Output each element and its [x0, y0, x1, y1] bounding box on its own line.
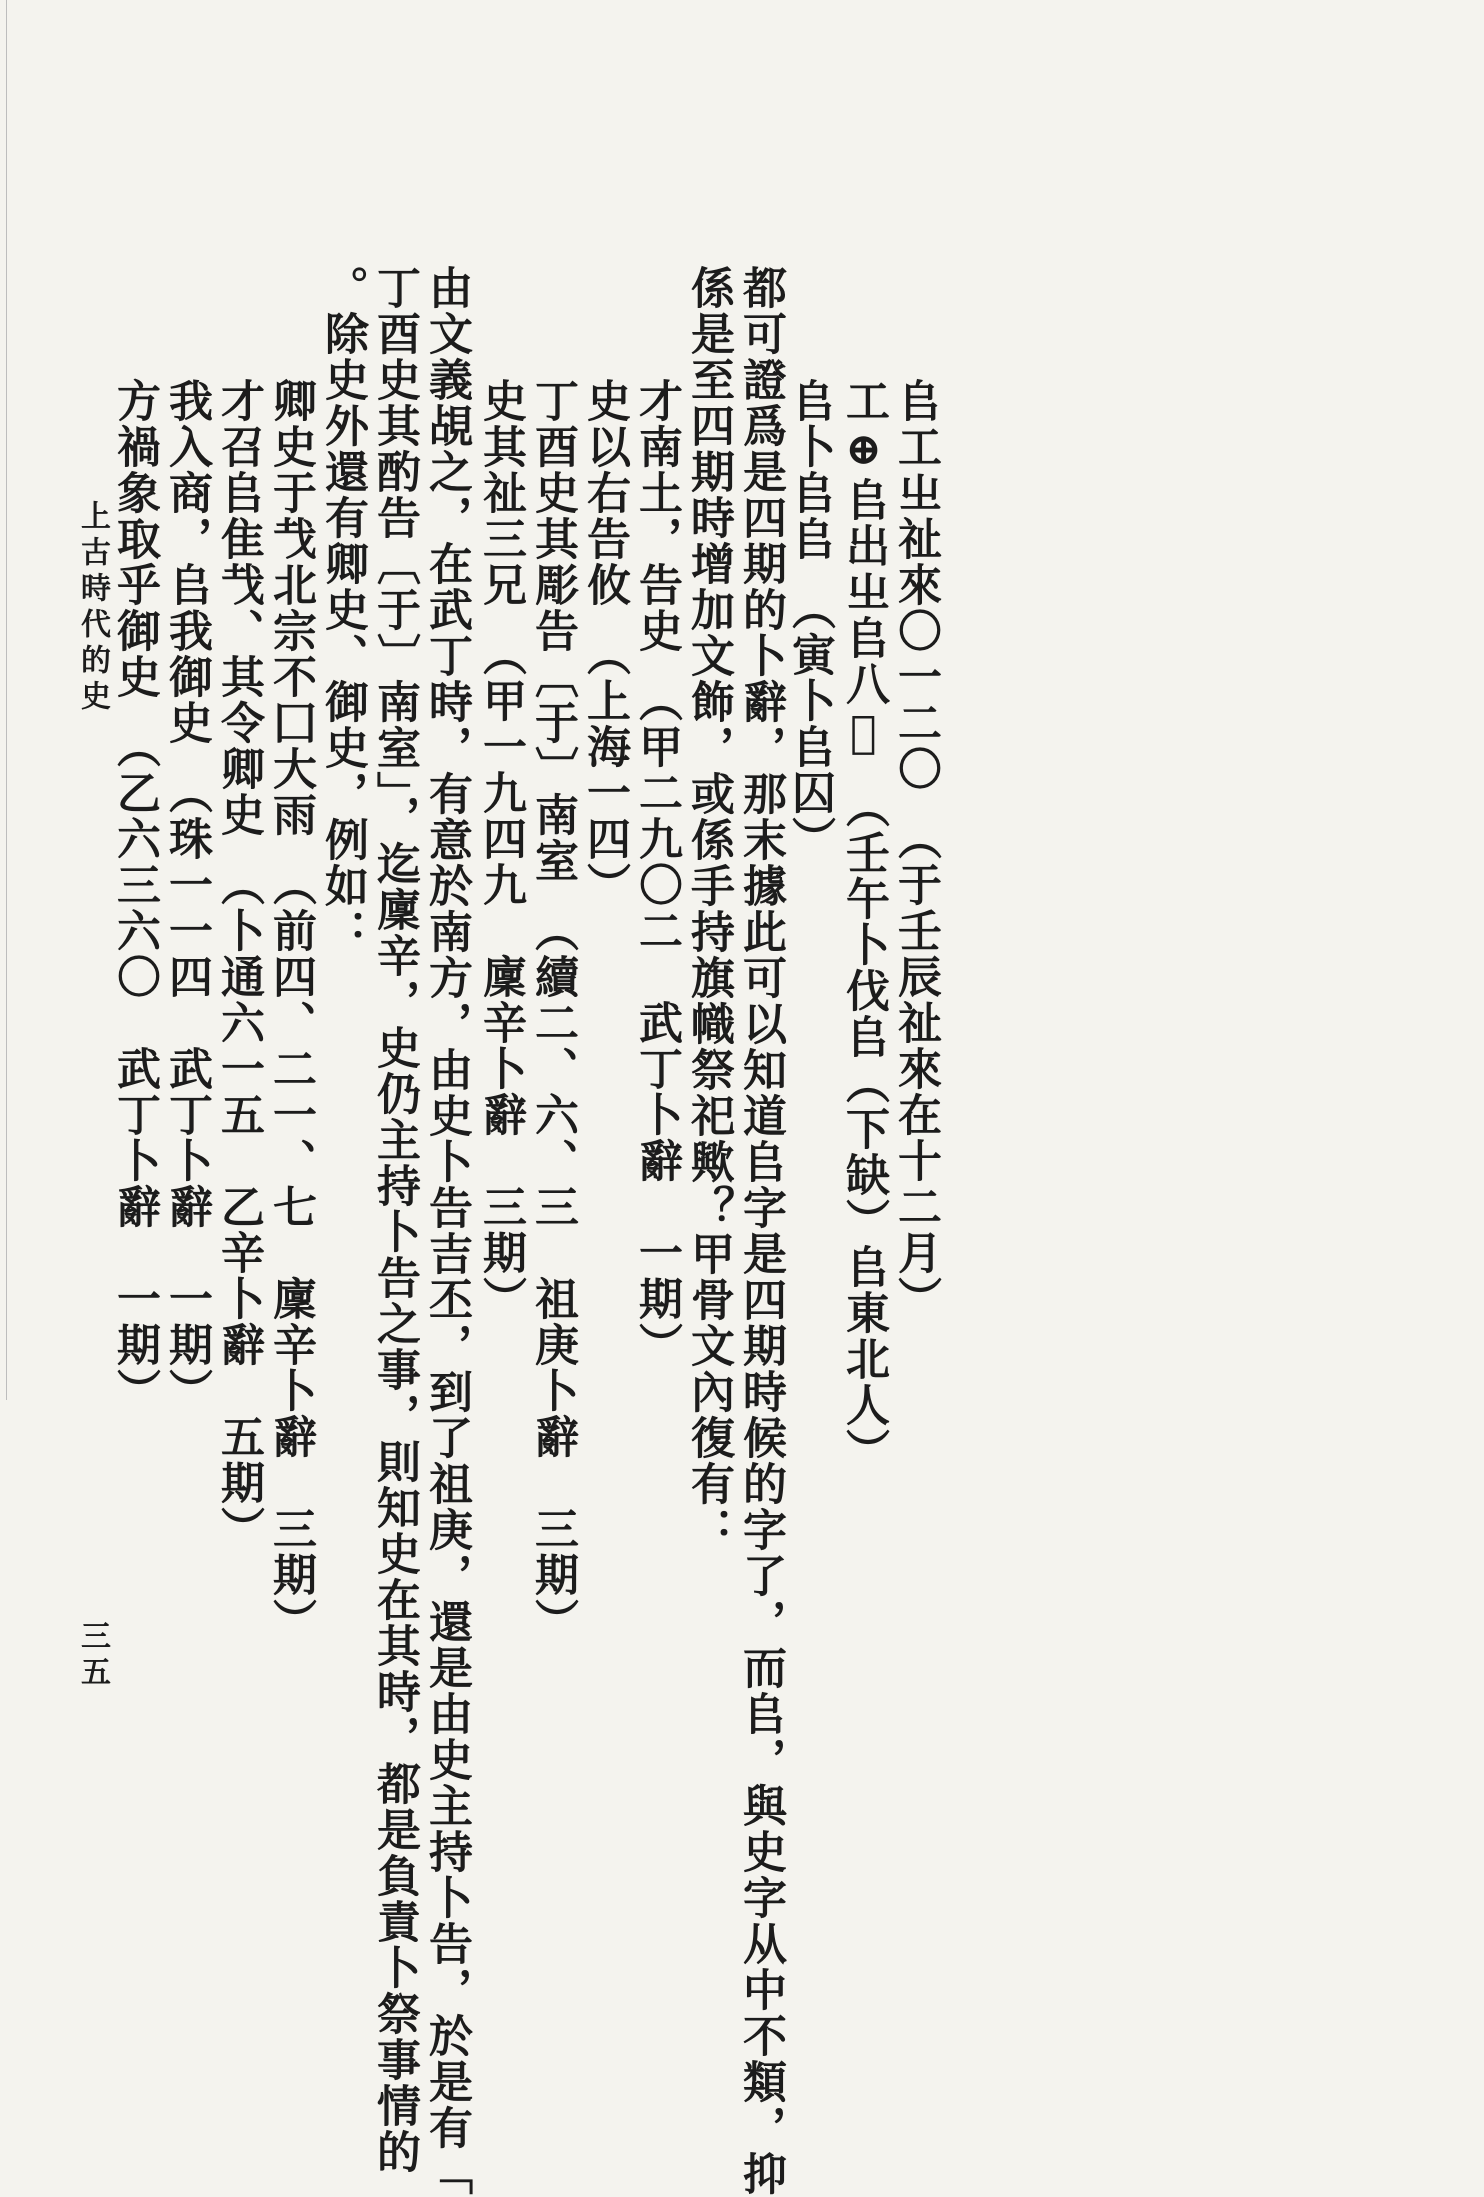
text-column-4: 都可證爲是四期的卜辭，那末據此可以知道𠂤字是四期時候的字了，而𠂤，與史字从中不類，抑 [735, 265, 786, 2197]
text-column-1: 𠂤工㞢祉來〇一二〇 （于壬辰祉來在十二月） [890, 378, 941, 1322]
text-column-8: 丁酉史其彫告〔于〕南室 （續二、六、三 祖庚卜辭 三期） [527, 378, 578, 1644]
page-edge-line [6, 0, 7, 1400]
text-column-5: 係是至四期時增加文飾，或係手持旗幟祭祀歟？甲骨文內復有： [683, 265, 734, 1553]
text-column-12: 。除史外還有卿史、御史，例如： [317, 265, 368, 955]
text-column-7: 史以右告攸 （上海一四） [579, 378, 630, 908]
text-column-11: 丁酉史其酌告〔于〕南室」，迄廩辛，史仍主持卜告之事，則知史在其時，都是負責卜祭事情的 [369, 265, 420, 2175]
text-column-10: 由文義覘之，在武丁時，有意於南方，由史卜告吉丕，到了祖庚，還是由史主持卜告，於是有「 [421, 265, 472, 2197]
text-column-3: 𠂤卜𠂤𠂤 （寅卜𠂤囚） [784, 378, 835, 862]
text-column-9: 史其祉三兄 （甲一九四九 廩辛卜辭 三期） [475, 378, 526, 1322]
text-column-6: 才南土，告史 （甲二九〇二 武丁卜辭 一期） [631, 378, 682, 1368]
text-column-13: 卿史于𢦏北宗不囗大雨 （前四、二一、七 廩辛卜辭 三期） [265, 378, 316, 1644]
text-column-16: 方禍象取乎御史 （乙六三六〇 武丁卜辭 一期） [109, 378, 160, 1414]
page-number: 三五 [75, 1620, 110, 1692]
text-column-14: 才召𠂤隹𢦏、其令卿史 （卜通六一五 乙辛卜辭 五期） [213, 378, 264, 1552]
text-column-15: 我入商，𠂤我御史 （珠一一四 武丁卜辭 一期） [161, 378, 212, 1414]
running-title: 上古時代的史 [75, 500, 110, 716]
text-column-2: 工⊕𠂤出㞢𠂤八𠁓 （壬午卜伐𠂤（下缺）𠂤東北人） [838, 378, 889, 1474]
